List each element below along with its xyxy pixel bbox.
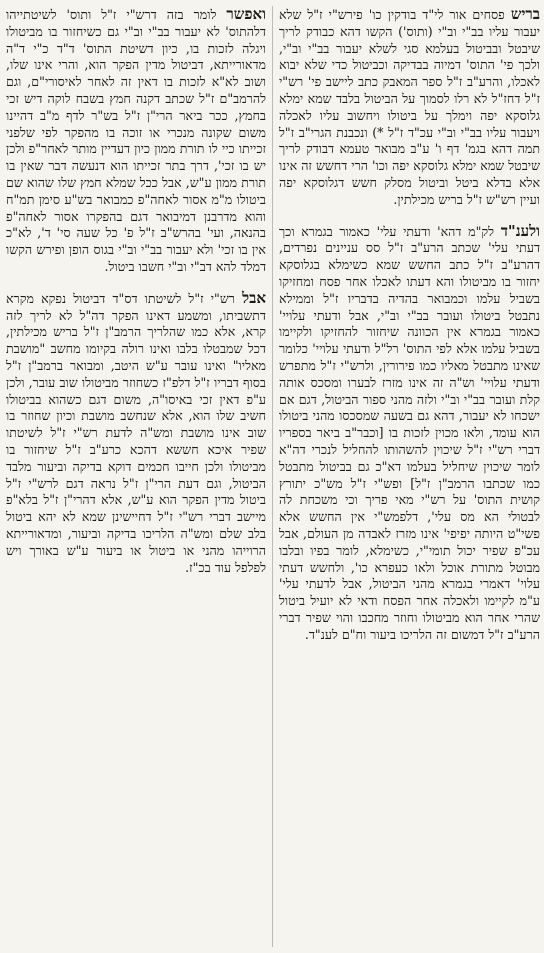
left-paragraph — [6, 6, 266, 276]
right-paragraph-opening-word: בריש — [510, 6, 540, 23]
left-paragraph-opening-word: ואפשר — [226, 6, 266, 23]
paragraph-gap — [6, 280, 266, 290]
left-paragraph-text: לומר בזה דרש"י ז"ל ותוס' לשיטתייהו דלהתוס' לא יעבור בב"י וב"י גם כשיחזור בו מביטולו ויגלה לזכות בו, כיון דשיטת התוס' ד"ד כ"י ד"ה מדאורייתא, דביטול מדין הפקר הוא, והרי אינו שלו, ושוב לא"א לזכות בו דאין זה לאחר לאיסורי"ם, וגם להרמב"ם ז"ל שכתב דקנה חמץ בשבח לוקה דיש זכי בחמץ, ככר ביאר הרי"ן ז"ל בש"ר לדף מ"ב דהיינו משום שקונה מנכרי או זוכה בו מהפקר לפי שלפני זכייתו כיי לו תורת ממון כיון דעדיין מותר לאחר"פ ולכן יש בו זכי', דרך בתר זכייתו הוא דנעשה דבר שאין בו תורת ממון ע"ש, אבל ככל שמלא חמץ שלו שהוא שם ביטולו מ"מ אסור לאחה"פ כמבואר בש"ע סימן תמ"ח והוא מדרבנן דמיבואר דגם בהפקרו אסור לאחה"פ בהנאה, ועי' בהרש"ב ז"ל פ' כל שעה סי' ד', לא"כ אין בו זכי' ולא יעבור בב"י וב"י בגוס הופן ופירש הקשו דמלד להא דב"י וב"י חשבו ביטול. — [6, 7, 266, 274]
left-paragraph-text: רש"י ז"ל לשיטתו דס"ד דביטול נפקא מקרא דתשביתו, ומשמע דאינו הפקר דה"ל לא לריך לזה קרא, אלא כמו שהלריך הרמב"ן ז"ל בריש מכילתין, דכל שמבטלו בלבו ואינו רולה בקיומו מחשב "מושבת מאליו" ואינו עובר ע"ש היטב, ומבואר ברמב"ן ז"ל בסוף דבריו ז"ל דלפ"ז כשחוזר מביטולו שוב עובר, ולכן ע"פ דאין זכי באיסו"ה, משום דגם כשהוא בביטולו חשיב שלו הוא, אלא שנחשב מושבת וכיון שחוזר בו שוב אינו מושבת ומש"ה לדעת רש"י ז"ל לשיטתו שפיר איכא חששא דהכא כרע"ב ז"ל שיחזור בו מביטולו ולכן חייבו חכמים דוקא בדיקה וביעור מלבד הביטול, וגם דעת הרי"ן ז"ל נראה דגם לרש"י ז"ל ביטול מדין הפקר הוא ע"ש, אלא דהרי"ן ז"ל בלא"פ מיישב דברי רש"י ז"ל דחיישינן שמא לא יהא ביטול בלב שלם ומש"ה הלריכו בדיקה וביעור, ומדאורייתא הרוייהו מהני או ביטול או ביעור ע"ש באורך ויש לפלפל עוד בכ"ז. — [6, 290, 266, 575]
left-paragraph — [6, 290, 266, 577]
right-column — [273, 6, 540, 947]
right-paragraph-text: לק"מ דהא' ודעתי עלי' כאמור בגמרא וכך דעתי עלי' שכתב הרע"ב ז"ל סס עניינים נפרדים, דהרע"ב ז"ל כתב החשש שמא כשימלא בגלוסקא יחזור בו מביטולו והא דעתו לאכלו אחר פסח ומחזיקו בשביל עלמו וכמבואר בהדיה בדבריו ז"ל וממילא נתבטל ביטולו ועובר בב"י וב"י, אבל ודעתי עלויי' כאמור בגמרא אין הכוונה שיחזור להחזיקו ולקיימו בשביל עלמו אלא לפי התוס' רל"ל ודעתי עלויי' כלומר שאינו מתבטל מאליו כמו פירורין, ולרש"י ז"ל מתפרש ודעתי עלויי' וש"ה זה אינו מזרז לבערו ומסכס אותה קלת ועובר בב"י וב"י ולזה מהני ספור הביטול, דגם אם ישכחו לא יעבור, דהא גם בשעה שמסכסו מהני ביטולו הוא עומד, ולאו מכוין לזכות בו [וכבר"ב ביאר בספריו דברי רש"י ז"ל שיכוין להשהותו להחליל לנכרי דה"א לומר שיכוין שיחליל בעלמו דא"כ גם בביטול מתבטל כמו שכתבו הרמב"ן ז"ל] ופש"י ז"ל מש"כ יתורץ קושית התוס' על רש"י מאי פריך וכי משכחת לה לבטולי הא מס עלי', דלפמש"י אין החשש אלא פשי"ט היותה יפיפי' אינו מזרז לאבדה מן העולם, אבל עכ"פ שפיר יכול תומי"י, כשימלא, לומר בפיו ובלבו מבוטל מתורת אוכל ולאו כעפרא כו', ולחשש דעתי עלוי' דאמרי בגמרא מהני הביטול, אבל לדעתי עלי' ע"מ לקיימו ולאכלה אחר הפסח ודאי לא יועיל ביטול שהרי אחר הוא מביטולו וחוזר מחכבו והוי שפיר דברי הרע"ב ז"ל דמשום זה הלריכו ביעור וח"ם לענ"ד. — [279, 223, 540, 642]
left-column — [6, 6, 273, 947]
left-paragraph-opening-word: אבל — [242, 288, 266, 307]
right-paragraph — [279, 6, 540, 209]
right-paragraph-opening-word: ולענ"ד — [500, 221, 540, 240]
right-paragraph-text: פסחים אור לי"ד בודקין כו' פירש"י ז"ל שלא יעבור עליו בב"י וב"י (ותוס') הקשו דהא כבודק לריך שיבטל ובביטול בעלמא סגי לשלא יעבור בב"י וב"י, ולכך פי' התוס' דמיוה בבדיקה וכביטול כדי שלא יבוא לאכלו, והרע"ב ז"ל ספר המאבק כתב ליישב פי' רש"י ז"ל דחז"ל לא רלו לסמוך על הביטול בלבד שמא ימלא גלוסקא יפה וימלך על ביטולו ויחשוב עליו לאכלה ויעבור עליו בב"י וב"י עכ"ד ז"ל *) ונכבנת הגרי"ב ז"ל תמה דהא בגמ' דף ו' ע"ב מבואר טעמא דבודק לריך שיבטל שמא ימלא גלוסקא יפה וכו' הרי דחשש זה אינו אלא בדלא ביטל וביטול מסלק חשש דגלוסקא יפה ועיין רש"ש ז"ל בריש מכילתין. — [279, 7, 540, 207]
right-paragraph — [279, 223, 540, 644]
